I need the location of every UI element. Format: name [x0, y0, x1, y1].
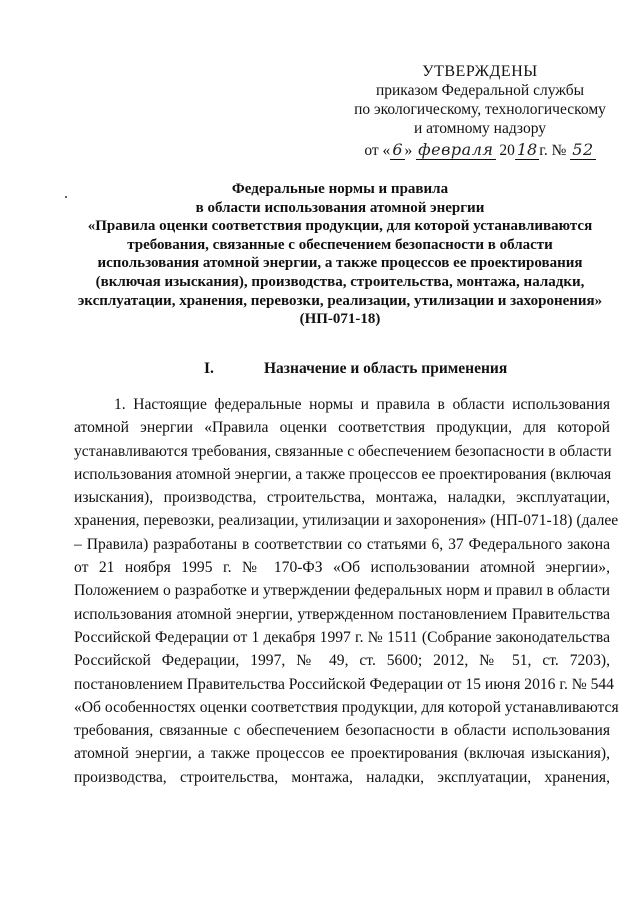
paragraph-line: атомной энергии, а также процессов ее проектирования (включая изыскания),: [74, 745, 610, 763]
approval-heading: УТВЕРЖДЕНЫ: [422, 63, 538, 80]
section-heading: [204, 360, 507, 378]
approval-line-2: по экологическому, технологическому: [354, 101, 606, 118]
handwritten-year: 18: [516, 140, 538, 159]
handwritten-day: 6: [392, 140, 403, 159]
section-title: Назначение и область применения: [264, 360, 508, 377]
year-mark: г. №: [539, 142, 567, 159]
paragraph-1: [74, 393, 619, 789]
paragraph-line: атомной энергии «Правила оценки соответствия продукции, для которой: [74, 419, 610, 437]
paragraph-line: производства, строительства, монтажа, наладки, эксплуатации, хранения,: [74, 768, 610, 786]
paragraph-line: «Об особенностях оценки соответствия продукции, для которой устанавливаются: [74, 698, 619, 716]
paragraph-line: Положением о разработке и утверждении федеральных норм и правил в области: [74, 582, 610, 600]
paragraph-line: изыскания), производства, строительства, монтажа, наладки, эксплуатации,: [74, 489, 610, 507]
paragraph-line: использования атомной энергии, а также процессов ее проектирования (включая: [74, 465, 612, 483]
year-prefix: 20: [499, 142, 515, 159]
title-line: Федеральные нормы и правила: [231, 181, 449, 197]
title-line: использования атомной энергии, а также процессов ее проектирования: [97, 255, 583, 272]
date-quote-close: »: [404, 142, 413, 159]
paragraph-line: хранения, перевозки, реализации, утилизации и захоронения» (НП-071-18) (далее: [74, 512, 619, 530]
paragraph-line: постановлением Правительства Российской Федерации от 15 июня 2016 г. № 544: [74, 675, 614, 693]
title-code: (НП-071-18): [299, 311, 381, 328]
paragraph-line: использования атомной энергии, утвержденном постановлением Правительства: [74, 605, 610, 623]
paragraph-line: устанавливаются требования, связанные с обеспечением безопасности в области: [74, 442, 612, 460]
title-line: в области использования атомной энергии: [195, 199, 485, 216]
paragraph-line: Российской Федерации, 1997, № 49, ст. 5600; 2012, № 51, ст. 7203),: [74, 652, 610, 670]
approval-line-3: и атомному надзору: [414, 120, 546, 137]
title-line: требования, связанные с обеспечением безопасности в области: [127, 236, 553, 253]
title-line: (включая изыскания), производства, строительства, монтажа, наладки,: [95, 273, 585, 290]
approval-line-1: приказом Федеральной службы: [375, 82, 585, 99]
title-line: эксплуатации, хранения, перевозки, реализации, утилизации и захоронения»: [77, 292, 603, 309]
handwritten-order-number: 52: [572, 140, 594, 159]
date-prefix: от «: [364, 142, 391, 159]
paragraph-line: – Правила) разработаны в соответствии со статьями 6, 37 Федерального закона: [74, 535, 610, 553]
paragraph-line: Российской Федерации от 1 декабря 1997 г. № 1511 (Собрание законодательства: [74, 628, 610, 646]
approval-block: [340, 62, 620, 160]
section-number: I.: [204, 360, 214, 377]
paragraph-line: 1. Настоящие федеральные нормы и правила в области использования: [114, 396, 610, 413]
paragraph-line: от 21 ноября 1995 г. № 170-ФЗ «Об использовании атомной энергии»,: [74, 559, 610, 577]
title-line: «Правила оценки соответствия продукции, для которой устанавливаются: [87, 218, 593, 235]
paragraph-line: требования, связанные с обеспечением безопасности в области использования: [74, 722, 610, 740]
handwritten-month: февраля: [418, 140, 494, 159]
document-title: [60, 180, 620, 329]
approval-date-line: [340, 140, 620, 160]
